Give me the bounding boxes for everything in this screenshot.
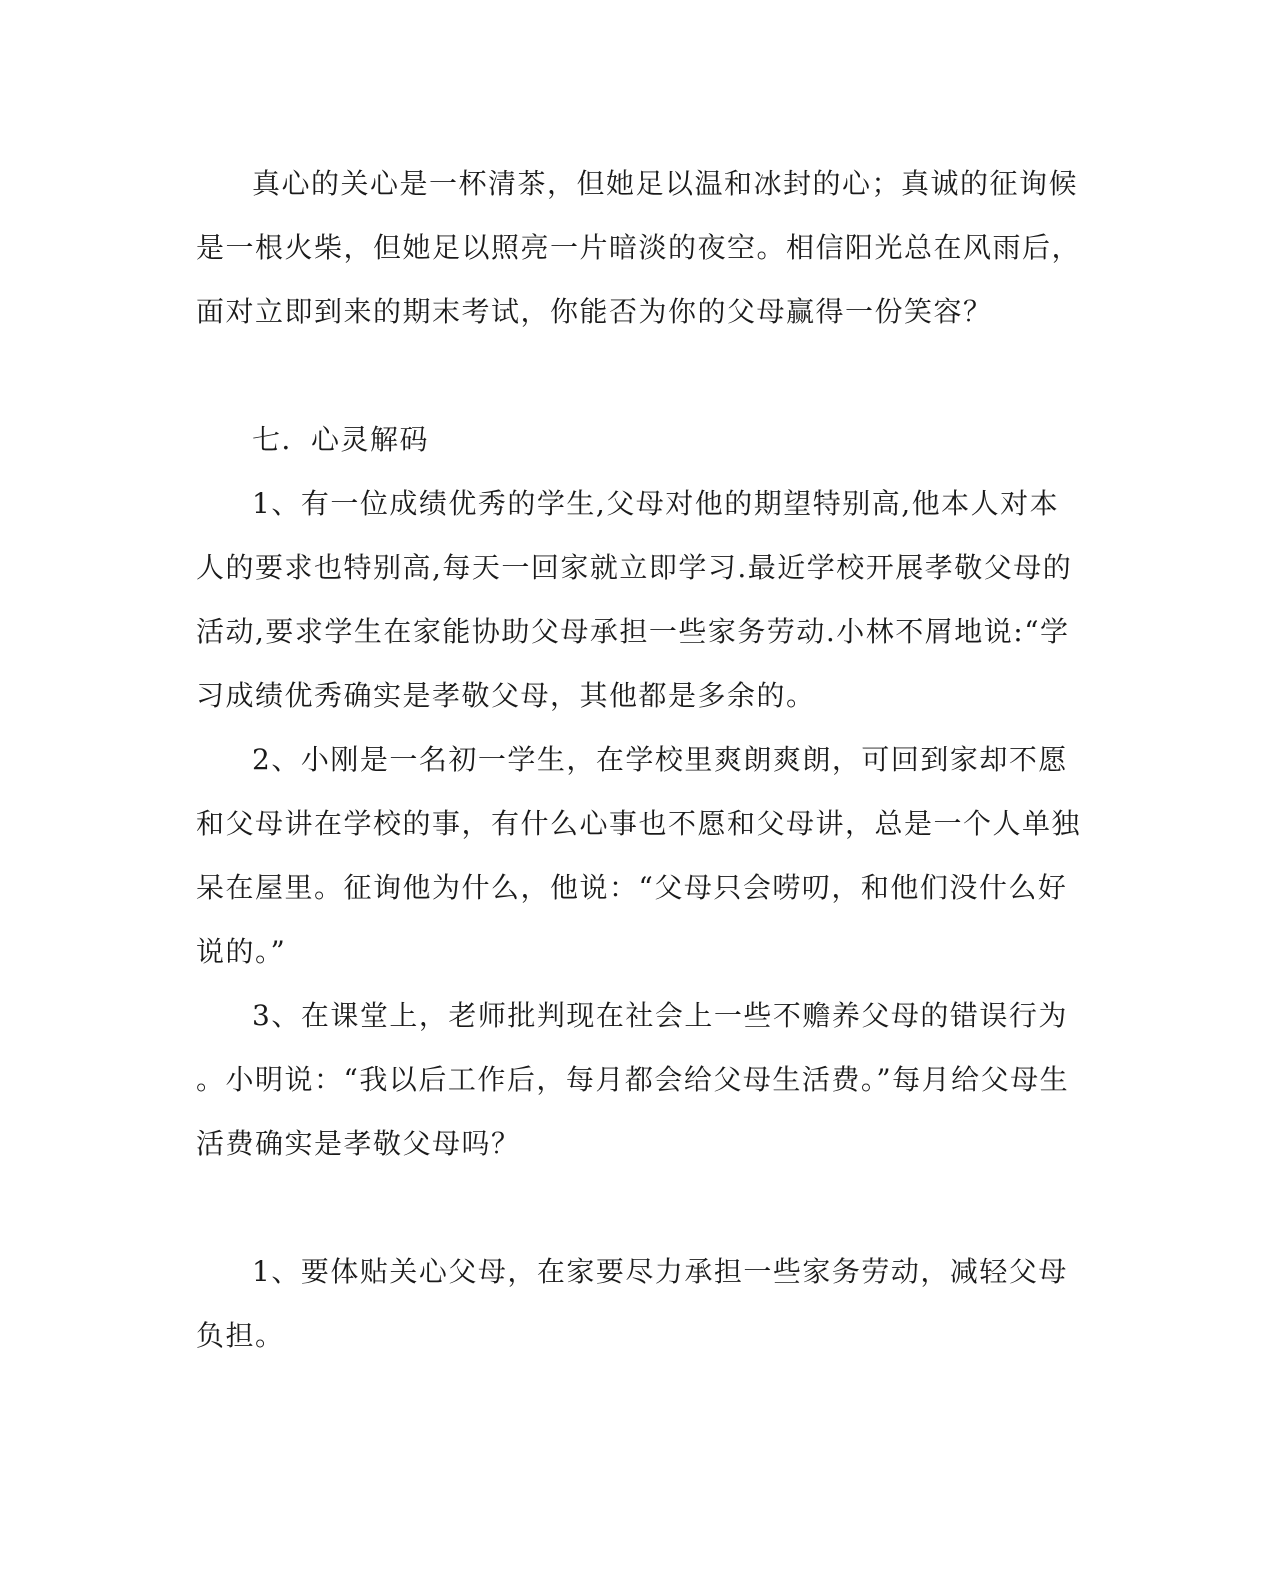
answer-1-line-1: 1、要体贴关心父母，在家要尽力承担一些家务劳动，减轻父母 — [252, 1255, 1068, 1288]
paragraph-intro-line-2: 是一根火柴，但她足以照亮一片暗淡的夜空。相信阳光总在风雨后， — [196, 231, 1082, 264]
case-2-line-3: 呆在屋里。征询他为什么，他说：“父母只会唠叨，和他们没什么好 — [196, 871, 1068, 904]
paragraph-intro-line-3: 面对立即到来的期末考试，你能否为你的父母赢得一份笑容？ — [196, 295, 993, 328]
case-1-line-4: 习成绩优秀确实是孝敬父母，其他都是多余的。 — [196, 679, 816, 712]
case-3-line-1: 3、在课堂上，老师批判现在社会上一些不赡养父母的错误行为 — [252, 999, 1068, 1032]
case-2-line-1: 2、小刚是一名初一学生，在学校里爽朗爽朗，可回到家却不愿 — [252, 743, 1068, 776]
case-2-line-2: 和父母讲在学校的事，有什么心事也不愿和父母讲，总是一个人单独 — [196, 807, 1082, 840]
answer-1-line-2: 负担。 — [196, 1319, 285, 1352]
case-1-line-3: 活动,要求学生在家能协助父母承担一些家务劳动.小林不屑地说:“学 — [196, 615, 1070, 648]
case-3-line-2: 。小明说：“我以后工作后，每月都会给父母生活费。”每月给父母生 — [196, 1063, 1070, 1096]
case-2-line-4: 说的。” — [196, 935, 287, 968]
paragraph-intro-line-1: 真心的关心是一杯清茶，但她足以温和冰封的心；真诚的征询候 — [252, 167, 1079, 200]
section-heading: 七．心灵解码 — [252, 423, 430, 456]
case-1-line-2: 人的要求也特别高,每天一回家就立即学习.最近学校开展孝敬父母的 — [196, 551, 1073, 584]
case-1-line-1: 1、有一位成绩优秀的学生,父母对他的期望特别高,他本人对本 — [252, 487, 1060, 520]
case-3-line-3: 活费确实是孝敬父母吗？ — [196, 1127, 521, 1160]
